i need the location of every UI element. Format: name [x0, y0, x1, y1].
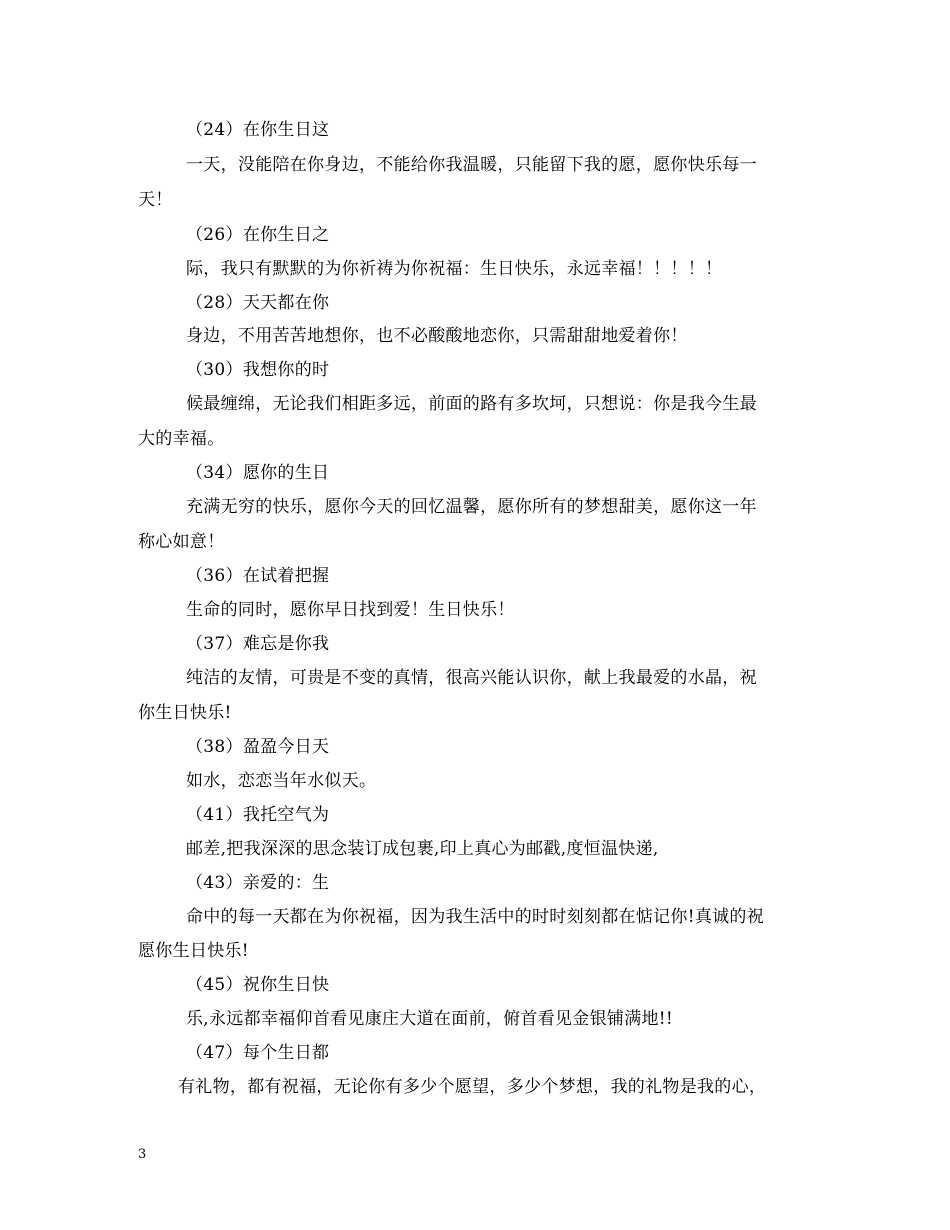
entry-body-line: 你生日快乐! [138, 703, 232, 723]
entry-heading-37: （37）难忘是你我 [186, 634, 330, 654]
entry-body-line: 邮差,把我深深的思念装订成包裹,印上真心为邮戳,度恒温快递, [186, 839, 659, 859]
entry-body-line: 候最缠绵，无论我们相距多远，前面的路有多坎坷，只想说：你是我今生最 [186, 394, 757, 414]
entry-heading-45: （45）祝你生日快 [186, 975, 330, 995]
entry-heading-38: （38）盈盈今日天 [186, 737, 330, 757]
entry-heading-28: （28）天天都在你 [186, 293, 330, 313]
entry-body-line: 充满无穷的快乐，愿你今天的回忆温馨，愿你所有的梦想甜美，愿你这一年 [186, 497, 757, 517]
entry-body-line: 称心如意！ [138, 532, 225, 552]
entry-body-line: 生命的同时，愿你早日找到爱！生日快乐！ [186, 600, 515, 620]
entry-body-line: 有礼物，都有祝福，无论你有多少个愿望，多少个梦想，我的礼物是我的心， [178, 1077, 767, 1097]
entry-body-line: 天！ [138, 190, 173, 210]
entry-heading-47: （47）每个生日都 [186, 1043, 330, 1063]
page-number: 3 [138, 1147, 147, 1162]
entry-body-line: 际，我只有默默的为你祈祷为你祝福：生日快乐，永远幸福！！！！！ [186, 259, 723, 279]
entry-heading-26: （26）在你生日之 [186, 225, 330, 245]
entry-body-line: 一天，没能陪在你身边，不能给你我温暖，只能留下我的愿，愿你快乐每一 [186, 155, 757, 175]
entry-body-line: 命中的每一天都在为你祝福，因为我生活中的时时刻刻都在惦记你!真诚的祝 [186, 907, 765, 927]
entry-heading-43: （43）亲爱的：生 [186, 873, 330, 893]
entry-heading-30: （30）我想你的时 [186, 360, 330, 380]
entry-body-line: 身边，不用苦苦地想你，也不必酸酸地恋你，只需甜甜地爱着你！ [186, 326, 688, 346]
entry-body-line: 愿你生日快乐! [138, 941, 249, 961]
entry-body-line: 大的幸福。 [138, 429, 225, 449]
entry-heading-36: （36）在试着把握 [186, 566, 330, 586]
entry-body-line: 纯洁的友情，可贵是不变的真情，很高兴能认识你，献上我最爱的水晶，祝 [186, 668, 757, 688]
entry-heading-34: （34）愿你的生日 [186, 463, 330, 483]
entry-heading-41: （41）我托空气为 [186, 805, 330, 825]
entry-heading-24: （24）在你生日这 [186, 120, 330, 140]
entry-body-line: 如水，恋恋当年水似天。 [186, 771, 377, 791]
entry-body-line: 乐,永远都幸福仰首看见康庄大道在面前，俯首看见金银铺满地!! [186, 1009, 674, 1029]
